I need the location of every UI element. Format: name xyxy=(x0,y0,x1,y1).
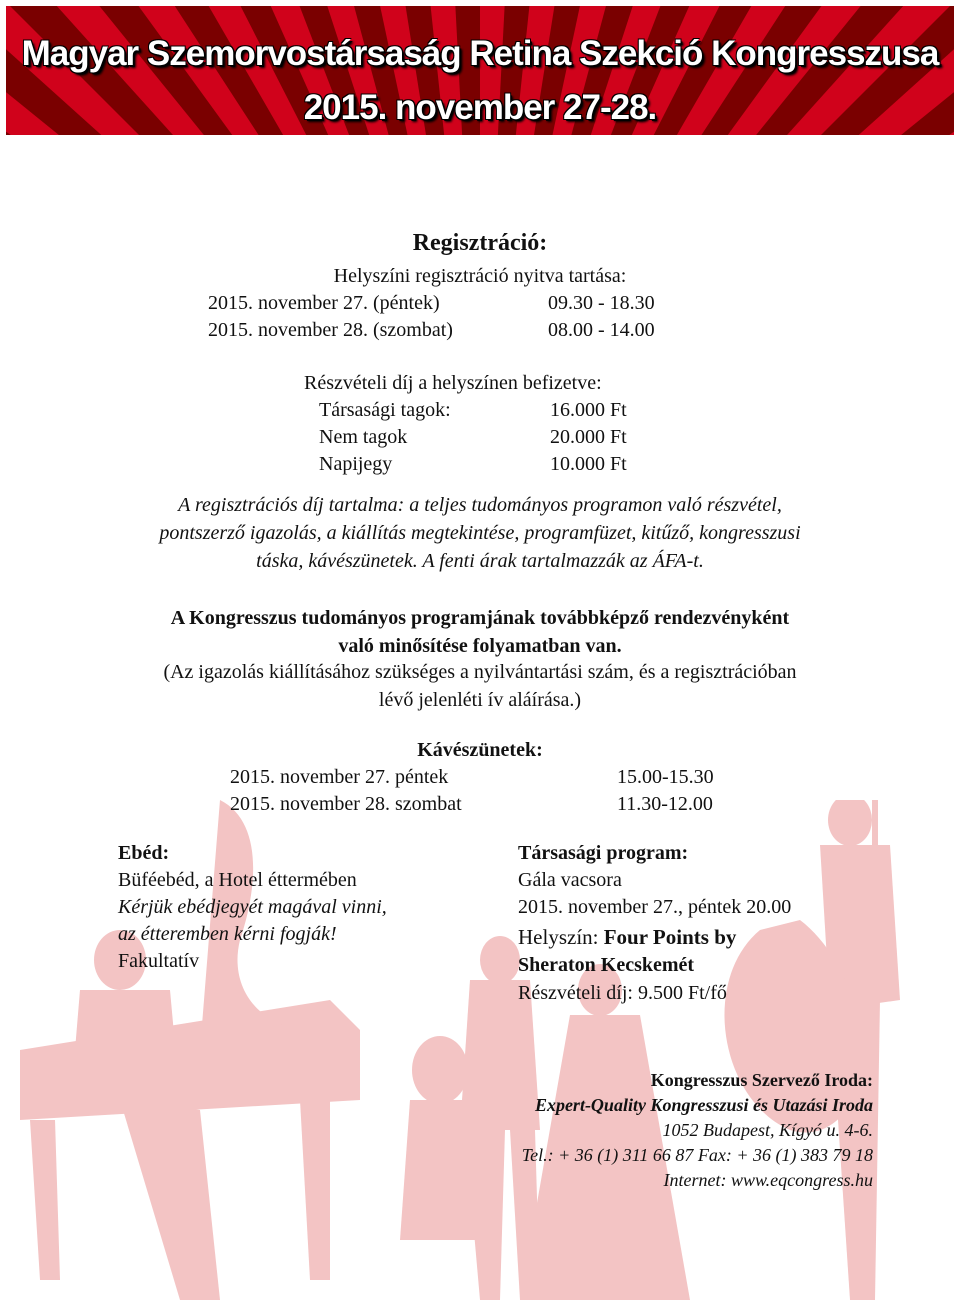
coffee-time: 15.00-15.30 xyxy=(617,766,714,788)
lunch-heading: Ebéd: xyxy=(118,842,170,864)
reg-day-time: 09.30 - 18.30 xyxy=(548,292,655,314)
reg-day-time: 08.00 - 14.00 xyxy=(548,319,655,341)
accreditation-note: lévő jelenléti ív aláírása.) xyxy=(378,689,582,711)
fee-category: Nem tagok xyxy=(319,426,408,448)
social-venue xyxy=(518,925,736,950)
organizer-address: 1052 Budapest, Kígyó u. 4-6. xyxy=(662,1120,873,1140)
coffee-date: 2015. november 27. péntek xyxy=(230,766,449,788)
fee-label: Részvételi díj a helyszínen befizetve: xyxy=(304,372,602,394)
venue-name: Four Points by xyxy=(603,925,737,949)
coffee-time: 11.30-12.00 xyxy=(617,793,713,815)
fee-amount: 16.000 Ft xyxy=(550,399,627,421)
registration-heading: Regisztráció: xyxy=(412,230,548,256)
organizer-name: Expert-Quality Kongresszusi és Utazási Iroda xyxy=(534,1095,873,1115)
reg-day-date: 2015. november 28. (szombat) xyxy=(208,319,453,341)
accreditation-note: (Az igazolás kiállításához szükséges a nyilvántartási szám, és a regisztrációban xyxy=(163,661,797,683)
organizer-phone: Tel.: + 36 (1) 311 66 87 Fax: + 36 (1) 383 79 18 xyxy=(521,1145,873,1165)
fee-content-text: táska, kávészünetek. A fenti árak tartalmazzák az ÁFA-t. xyxy=(256,550,704,572)
organizer-website: Internet: www.eqcongress.hu xyxy=(663,1170,873,1190)
accreditation-text: való minősítése folyamatban van. xyxy=(338,635,622,657)
header-banner xyxy=(6,6,954,135)
venue-label: Helyszín: xyxy=(518,925,604,949)
reg-day-date: 2015. november 27. (péntek) xyxy=(208,292,440,314)
fee-content-text: A regisztrációs díj tartalma: a teljes tudományos programon való részvétel, xyxy=(178,494,782,516)
lunch-text: Büféebéd, a Hotel éttermében xyxy=(118,869,357,891)
onsite-hours-label: Helyszíni regisztráció nyitva tartása: xyxy=(333,265,627,287)
social-fee: Részvételi díj: 9.500 Ft/fő xyxy=(518,982,727,1004)
coffee-heading: Kávészünetek: xyxy=(417,739,543,761)
lunch-note: Kérjük ebédjegyét magával vinni, xyxy=(118,896,387,918)
banner-date: 2015. november 27-28. xyxy=(303,88,657,127)
fee-amount: 10.000 Ft xyxy=(550,453,627,475)
fee-amount: 20.000 Ft xyxy=(550,426,627,448)
lunch-note: az étteremben kérni fogják! xyxy=(118,923,337,945)
social-date: 2015. november 27., péntek 20.00 xyxy=(518,896,792,918)
organizer-heading: Kongresszus Szervező Iroda: xyxy=(650,1070,873,1090)
accreditation-text: A Kongresszus tudományos programjának továbbképző rendezvényként xyxy=(170,607,790,629)
lunch-optional: Fakultatív xyxy=(118,950,200,972)
fee-category: Napijegy xyxy=(319,453,393,475)
coffee-date: 2015. november 28. szombat xyxy=(230,793,462,815)
fee-content-text: pontszerző igazolás, a kiállítás megtekintése, programfüzet, kitűző, kongresszusi xyxy=(159,522,801,544)
fee-category: Társasági tagok: xyxy=(319,399,451,421)
social-heading: Társasági program: xyxy=(518,842,689,864)
banner-title: Magyar Szemorvostársaság Retina Szekció Kongresszusa xyxy=(21,34,939,73)
venue-name: Sheraton Kecskemét xyxy=(518,954,695,976)
social-event: Gála vacsora xyxy=(518,869,622,891)
